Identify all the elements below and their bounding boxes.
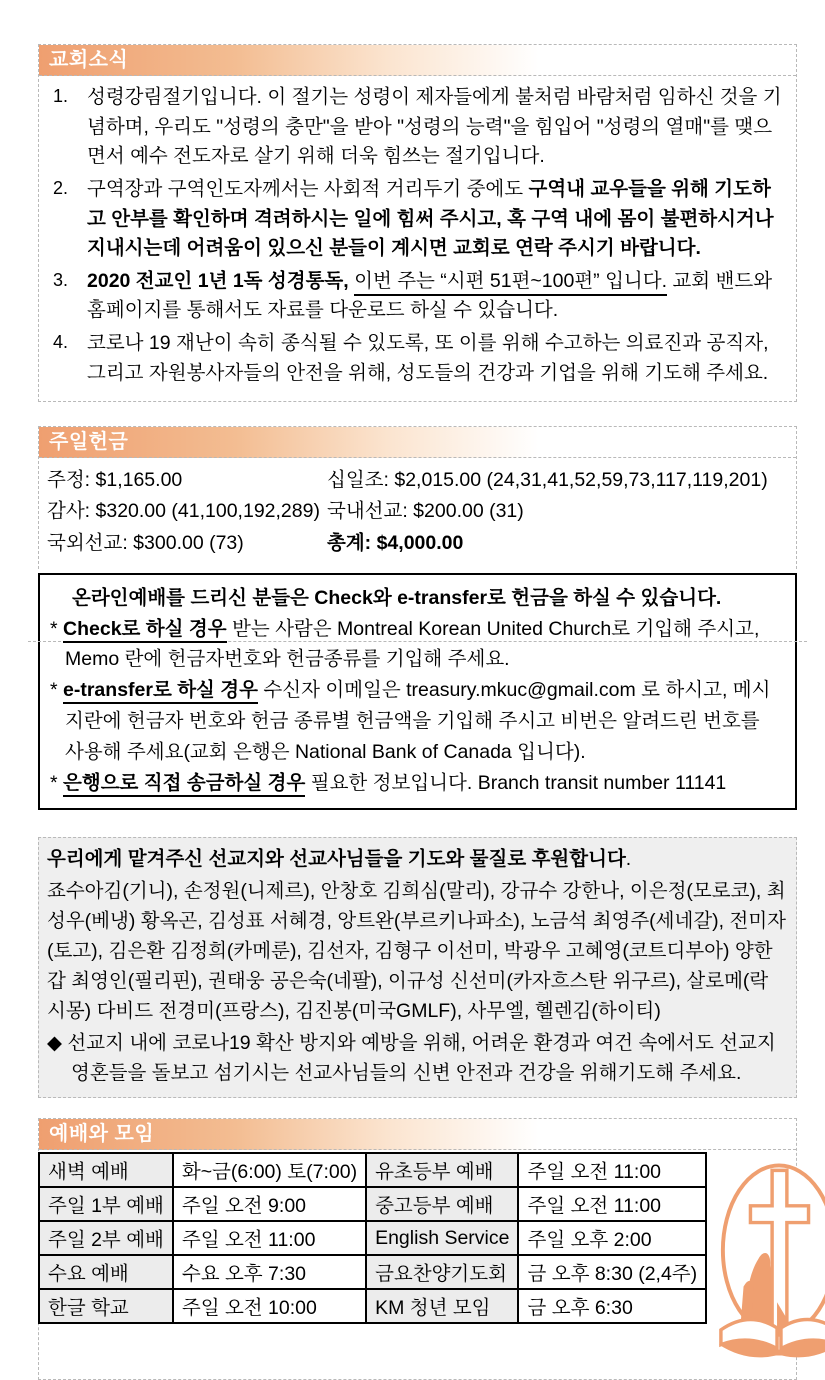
news-item bbox=[47, 83, 784, 172]
text-segment: 수신자 이메일은 treasury.mkuc@gmail.com 로 하시고, 메시지란에 헌금자 번호와 헌금 종류별 헌금액을 기입해 주시고 비번은 알려드린 번호를 사용해 주세요(교회 은행은 National Bank of Canada 입니다). bbox=[65, 679, 771, 763]
section-missions bbox=[38, 837, 797, 1098]
schedule-time-cell: 화~금(6:00) 토(7:00) bbox=[173, 1153, 366, 1187]
worship-meetings-header: 예배와 모임 bbox=[39, 1119, 796, 1150]
schedule-name-cell: 수요 예배 bbox=[39, 1255, 173, 1289]
text-segment: * bbox=[50, 617, 64, 640]
offering-column-left bbox=[47, 465, 327, 559]
cross-and-bible-logo-icon bbox=[715, 1154, 825, 1362]
schedule-name-cell: KM 청년 모임 bbox=[366, 1289, 518, 1323]
text-segment: 구역장과 구역인도자께서는 사회적 거리두기 중에도 bbox=[87, 177, 529, 200]
offering-line: 국내선교: $200.00 (31) bbox=[327, 500, 524, 523]
offering-line: 국외선교: $300.00 (73) bbox=[47, 531, 244, 554]
online-giving-lines bbox=[50, 583, 783, 799]
news-item-text bbox=[87, 83, 784, 172]
schedule-name-cell: 주일 2부 예배 bbox=[39, 1221, 173, 1255]
bulletin-page bbox=[38, 44, 797, 1380]
text-segment: 은행으로 직접 송금하실 경우 bbox=[63, 772, 305, 797]
schedule-name-cell: 주일 1부 예배 bbox=[39, 1187, 173, 1221]
text-segment: 성령강림절기입니다. 이 절기는 성령이 제자들에게 불처럼 바람처럼 임하신 것을 기념하며, 우리도 "성령의 충만"을 받아 "성령의 능력"을 힘입어 "성령의 열매"를 맺으면서 예수 전도자로 살기 위해 더욱 힘쓰는 절기입니다. bbox=[87, 86, 782, 168]
offering-line: 총계: $4,000.00 bbox=[327, 531, 464, 554]
news-item-text bbox=[87, 329, 784, 388]
schedule-time-cell: 주일 오전 11:00 bbox=[518, 1153, 706, 1187]
schedule-name-cell: 새벽 예배 bbox=[39, 1153, 173, 1187]
offering-body bbox=[39, 458, 796, 569]
news-item-number: 1. bbox=[53, 86, 69, 106]
schedule-name-cell: 한글 학교 bbox=[39, 1289, 173, 1323]
text-segment: * bbox=[50, 679, 64, 702]
text-segment: Check로 하실 경우 bbox=[63, 618, 227, 643]
diamond-bullet-icon: ◆ bbox=[47, 1031, 62, 1054]
text-segment: 2020 전교인 1년 1독 성경통독, bbox=[87, 269, 349, 292]
schedule-time-cell: 금 오후 6:30 bbox=[518, 1289, 706, 1323]
online-giving-line bbox=[50, 768, 783, 799]
schedule-time-cell: 주일 오후 2:00 bbox=[518, 1221, 706, 1255]
schedule-time-cell: 주일 오전 11:00 bbox=[173, 1221, 366, 1255]
news-item-number: 3. bbox=[53, 269, 69, 290]
text-segment: 코로나 19 재난이 속히 종식될 수 있도록, 또 이를 위해 수고하는 의료진과 공직자, 그리고 자원봉사자들의 안전을 위해, 성도들의 건강과 기업을 위해 기도해 주세요. bbox=[87, 332, 769, 384]
missions-bullet-text: 선교지 내에 코로나19 확산 방지와 예방을 위해, 어려운 환경과 여건 속에서도 선교지 영혼들을 돌보고 섬기시는 선교사님들의 신변 안전과 건강을 위해기도해 주세요. bbox=[62, 1031, 776, 1084]
online-giving-line bbox=[50, 583, 783, 614]
schedule-time-cell: 금 오후 8:30 (2,4주) bbox=[518, 1255, 706, 1289]
missions-body: 죠수아김(기니), 손정원(니제르), 안창호 김희심(말리), 강규수 강한나, 이은정(모로코), 최성우(베냉) 황옥곤, 김성표 서혜경, 앙트완(부르키나파소), 노금석 최영주(세네갈), 전미자(토고), 김은환 김정희(카메룬), 김선자, 김형구 이선미, 박광우 고혜영(코트디부아) 양한갑 최영인(필리핀), 권태웅 공은숙(네팔), 이규성 신선미(카자흐스탄 위구르), 살로메(락시몽) 다비드 전경미(프랑스), 김진봉(미국GMLF), 사무엘, 헬렌김(하이티) bbox=[47, 879, 787, 1023]
offering-header: 주일헌금 bbox=[39, 427, 796, 458]
text-segment: 구역내 교우들을 위해 기도하고 안부를 확인하며 격려하시는 일에 힘써 주시고, 혹 구역 내에 몸이 불편하시거나 지내시는데 어려움이 있으신 분들이 계시면 교회로 연락 주시기 바랍니다. bbox=[87, 177, 774, 260]
schedule-name-cell: English Service bbox=[366, 1221, 518, 1255]
schedule-time-cell: 수요 오후 7:30 bbox=[173, 1255, 366, 1289]
church-news-header: 교회소식 bbox=[39, 45, 796, 76]
text-segment: 교회 밴드와 홈페이지를 통해서도 자료를 다운로드 하실 수 있습니다. bbox=[87, 269, 773, 322]
news-item bbox=[47, 329, 784, 388]
online-giving-box bbox=[38, 573, 797, 811]
schedule-time-cell: 주일 오전 9:00 bbox=[173, 1187, 366, 1221]
news-item-text bbox=[87, 175, 784, 264]
text-segment: 받는 사람은 Montreal Korean United Church로 기입해 주시고, Memo 란에 헌금자번호와 헌금종류를 기입해 주세요. bbox=[65, 617, 760, 671]
schedule-table bbox=[38, 1152, 707, 1324]
schedule-row bbox=[39, 1153, 706, 1187]
missions-title bbox=[47, 844, 786, 874]
church-news-list bbox=[39, 76, 796, 401]
text-segment: . bbox=[625, 848, 632, 871]
schedule-row bbox=[39, 1187, 706, 1221]
schedule-name-cell: 금요찬양기도회 bbox=[366, 1255, 518, 1289]
offering-line: 감사: $320.00 (41,100,192,289) bbox=[47, 500, 320, 523]
news-item-number: 2. bbox=[53, 177, 69, 198]
section-worship-meetings bbox=[38, 1118, 797, 1380]
text-segment: 우리에게 맡겨주신 선교지와 선교사님들을 기도와 물질로 후원합니다 bbox=[47, 848, 626, 871]
text-segment: * bbox=[50, 771, 64, 794]
section-offering bbox=[38, 426, 797, 569]
schedule-name-cell: 중고등부 예배 bbox=[366, 1187, 518, 1221]
news-item bbox=[47, 267, 784, 326]
schedule-time-cell: 주일 오전 11:00 bbox=[518, 1187, 706, 1221]
news-item-text bbox=[87, 267, 784, 326]
offering-line: 십일조: $2,015.00 (24,31,41,52,59,73,117,119,201) bbox=[327, 469, 768, 492]
online-giving-line bbox=[50, 614, 783, 676]
church-logo bbox=[715, 1154, 825, 1368]
schedule-time-cell: 주일 오전 10:00 bbox=[173, 1289, 366, 1323]
text-segment: 온라인예배를 드리신 분들은 Check와 e-transfer로 헌금을 하실 수 있습니다. bbox=[72, 586, 722, 609]
offering-column-right bbox=[327, 465, 786, 559]
schedule-name-cell: 유초등부 예배 bbox=[366, 1153, 518, 1187]
missions-bullet bbox=[47, 1028, 786, 1088]
section-church-news bbox=[38, 44, 797, 402]
news-item-number: 4. bbox=[53, 332, 69, 352]
schedule-row bbox=[39, 1255, 706, 1289]
worship-meetings-body bbox=[39, 1150, 796, 1379]
offering-line: 주정: $1,165.00 bbox=[47, 469, 183, 492]
text-segment: 이번 주는 “시편 51편~100편” 입니다. bbox=[354, 270, 667, 296]
schedule-row bbox=[39, 1221, 706, 1255]
text-segment: 필요한 정보입니다. Branch transit number 11141 bbox=[305, 771, 727, 794]
news-item bbox=[47, 175, 784, 264]
online-giving-line bbox=[50, 675, 783, 767]
text-segment: e-transfer로 하실 경우 bbox=[63, 679, 258, 704]
schedule-row bbox=[39, 1289, 706, 1323]
